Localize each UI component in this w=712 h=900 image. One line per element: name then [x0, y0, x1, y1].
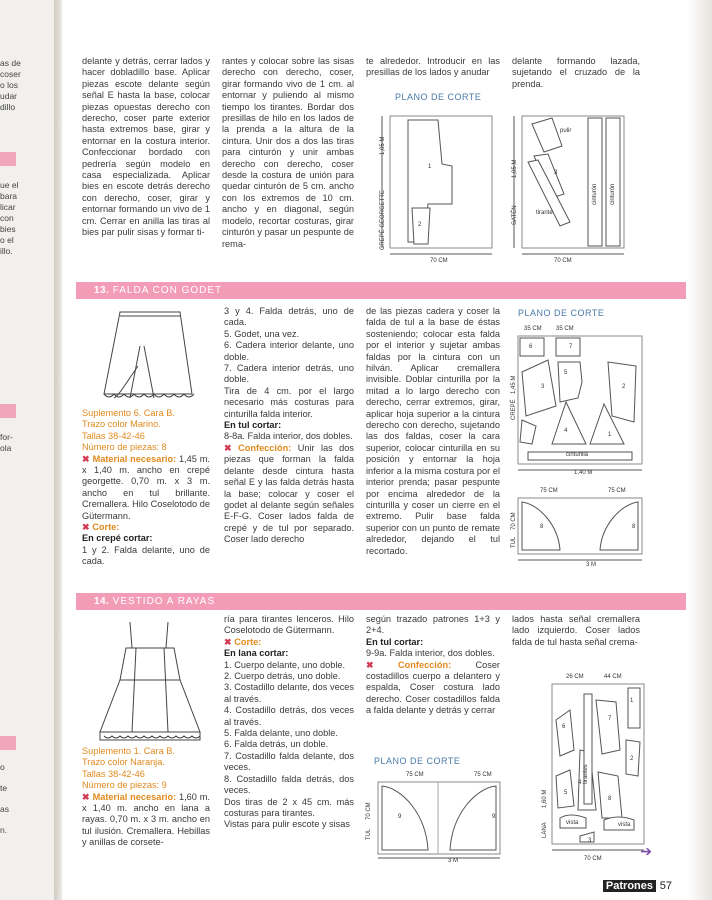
piece-number: 7 — [569, 344, 573, 350]
piece-number: 3 — [588, 838, 592, 844]
width-label: 26 CM — [566, 674, 584, 680]
piece-number: 9 — [398, 814, 402, 820]
piece-number: 4 — [564, 428, 568, 434]
sec13-column-2: 3 y 4. Falda detrás, uno de cada. 5. Godet, una vez. 6. Cadera interior delante, uno doble. 7. Cadera interior detrás, uno doble. Tira de 4 cm. por el largo necesario más costuras para cinturilla falda interior. En tul cortar: 8-8a. Falda interior, dos dobles. ✖ Confección: Unir las dos piezas que forman la falda delante desde cintura hasta señal E y las falda detrás hasta la base; colocar y coser el godet al delante según señales E-F-G. Coser lados falda de crepé y de tul por separado. Coser lado derecho — [224, 306, 354, 545]
width-label: 70 CM — [584, 856, 602, 862]
width-label: 70 CM — [430, 258, 448, 264]
height-label: 1,60 M — [542, 789, 548, 808]
width-label: 35 CM — [556, 326, 574, 332]
pink-marker — [0, 736, 16, 750]
pink-marker — [0, 404, 16, 418]
height-label: 1,45 M — [511, 375, 517, 394]
piece-number: 2 — [622, 384, 626, 390]
width-label: 75 CM — [474, 772, 492, 778]
brand-logo: Patrones — [603, 880, 656, 892]
fabric-label: CREPÉ GEORGETTE — [380, 189, 386, 250]
previous-page-text-bottom: o te as n. — [0, 762, 9, 835]
top-text-column-1: delante y detrás, cerrar lados y hacer dobladillo base. Aplicar piezas escote delante según señal E hasta la base, colocar piezas opuestas derecho con derecho, coser parte exterior hasta extremos base, girar y entornar en la costura interior. Confeccionar bordado con pedrería según modelo en casa especializada. Aplicar bies en escote detrás derecho con derecho, coser, girar y entornar formando un vivo de 1 cm. Cerrar en anilla las tiras al bies par pulir sisas y formar ti- — [82, 56, 210, 238]
fabric-label: SATÉN — [512, 205, 518, 225]
page-number: 57 — [659, 880, 672, 892]
skirt-illustration — [84, 306, 212, 406]
cutting-plan-georgette — [378, 104, 498, 264]
previous-page-text-low: for- ola — [0, 432, 13, 453]
piece-number: 5 — [564, 790, 568, 796]
dress-illustration — [84, 614, 212, 746]
piece-number: 8 — [608, 796, 612, 802]
width-label: 75 CM — [540, 488, 558, 494]
fabric-label: CREPÉ — [511, 399, 517, 420]
height-label: 70 CM — [511, 512, 517, 530]
previous-page-text-top: as de coser o los udar dillo — [0, 58, 21, 112]
width-label: 35 CM — [524, 326, 542, 332]
section-header-14: 14. VESTIDO A RAYAS — [76, 593, 686, 610]
width-label: 44 CM — [604, 674, 622, 680]
top-text-column-2: rantes y colocar sobre las sisas derecho con derecho, coser, girar formando vivo de 1 cm. al entornar y puliendo al mismo tiempo los tirantes. Bordar dos presillas de hilo en los lados de la prenda a la altura de la cintura. Unir dos a dos las tiras para cinturón y unir ambas derecho con derecho, coser desde la costura de unión para quedar cinturón de 5 cm. ancho con los extremos de 10 cm. ancho y en diagonal, según modelo, recortar costuras, girar cinturón y pasar un pespunte de rema- — [222, 56, 354, 249]
piece-number: 2 — [418, 222, 422, 228]
piece-number: 8 — [540, 524, 544, 530]
sec13-specs: Suplemento 6. Cara B. Trazo color Marino. Tallas 38-42-46 Número de piezas: 8 ✖ Material necesario: 1,45 m. x 1,40 m. ancho en crepé georgette. 0,70 m. x 3 m. ancho en tul brillante. Cremallera. Hilo Coselotodo de Gütermann. ✖ Corte: En crepé cortar: 1 y 2. Falda delante, uno de cada. — [82, 408, 210, 567]
vista-label: vista — [618, 822, 631, 828]
cutting-plan-tul-14 — [366, 778, 506, 860]
sec14-specs: Suplemento 1. Cara B. Trazo color Naranja. Tallas 38-42-46 Número de piezas: 9 ✖ Material necesario: 1,60 m. x 1,40 m. ancho en lana a rayas. 0,70 m. x 3 m. ancho en tul ilusión. Cremallera. Hebillas y anillas de corsete- — [82, 746, 210, 848]
width-label: 3 M — [448, 858, 459, 864]
piece-number: 1 — [608, 432, 612, 438]
height-label: 70 CM — [366, 802, 372, 820]
piece-number: 8 — [632, 524, 636, 530]
width-label: 75 CM — [608, 488, 626, 494]
sec13-column-3: de las piezas cadera y coser la falda de tul a la base de éstas sosteniendo; colocar esta falda por el interior y sujetar ambas faldas por la cintura con un hilván. Aplicar cremallera invisible. Doblar cinturilla por la mitad a lo largo derecho con derecho, cerrar extremos, girar, aplicar hoja superior a la cintura derecho con derecho, sujetando las dos faldas, coser la cara superior, colocar cinturilla en su posición y entornar la hoja inferior a la misma costura por el interior prenda; pasar pespunte por encima alrededor de la cinturilla y coser un cierre en el extremo. Pulir base falda superior con un punto de remate alrededor, dejando el tul recortado. — [366, 306, 500, 556]
piece-number: 1 — [630, 698, 634, 704]
cinturilla-label: cinturilla — [566, 452, 589, 458]
vista-label: vista — [566, 820, 579, 826]
top-text-column-3: te alrededor. Introducir en las presillas de los lados y anudar — [366, 56, 500, 78]
section-header-13: 13. FALDA CON GODET — [76, 282, 686, 299]
piece-number: 2 — [630, 756, 634, 762]
cutting-plan-crepe — [508, 332, 648, 472]
cutting-plan-title: PLANO DE CORTE — [518, 308, 605, 318]
next-page-edge — [688, 0, 712, 900]
piece-number: 9 — [492, 814, 496, 820]
fabric-label: TUL — [366, 828, 372, 840]
cutting-plan-lana — [540, 680, 650, 860]
pink-marker — [0, 152, 16, 166]
piece-label: cinturón — [610, 183, 616, 205]
piece-number: 7 — [608, 716, 612, 722]
piece-number: 5 — [564, 370, 568, 376]
sec14-column-4: lados hasta señal cremallera lado izquierdo. Coser lados falda de tul hasta señal crema- — [512, 614, 640, 647]
top-text-column-4: delante formando lazada, sujetando el cruzado de la prenda. — [512, 56, 640, 89]
piece-number: 3 — [541, 384, 545, 390]
continue-arrow-icon: ➔ — [640, 843, 652, 859]
previous-page-text-mid: ue el bara licar con bies o el illo. — [0, 180, 19, 256]
width-label: 1,40 M — [574, 470, 593, 476]
sec14-column-3: según trazado patrones 1+3 y 2+4. En tul cortar: 9-9a. Falda interior, dos dobles. ✖ Confección: Coser costadillos cuerpo a delantero y espalda, Coser costura lado derecho. Coser costadillos falda a falda delante y detrás y cerrar — [366, 614, 500, 716]
piece-label: pulir — [560, 128, 572, 134]
width-label: 75 CM — [406, 772, 424, 778]
piece-number: 1 — [428, 164, 432, 170]
height-label: 1,05 M — [380, 136, 386, 155]
tirantes-label: tirantes — [583, 764, 589, 784]
fabric-label: TUL — [511, 536, 517, 548]
cutting-plan-title: PLANO DE CORTE — [395, 92, 482, 102]
piece-number: 3 — [554, 170, 558, 176]
piece-number: 6 — [529, 344, 533, 350]
piece-label: cinturón — [592, 183, 598, 205]
width-label: 3 M — [586, 562, 597, 568]
width-label: 70 CM — [554, 258, 572, 264]
cutting-plan-tul-13 — [508, 494, 648, 566]
cutting-plan-title: PLANO DE CORTE — [374, 756, 461, 766]
fabric-label: LANA — [542, 822, 548, 838]
piece-number: 4 — [578, 780, 582, 786]
piece-label: tirante — [536, 210, 553, 216]
sec14-column-2: ría para tirantes lenceros. Hilo Coselotodo de Gütermann. ✖ Corte: En lana cortar: 1. Cuerpo delante, uno doble. 2. Cuerpo detrás, uno doble. 3. Costadillo delante, dos veces al través. 4. Costadillo detrás, dos veces al través. 5. Falda delante, uno doble. 6. Falda detrás, un doble. 7. Costadillo falda delante, dos veces. 8. Costadillo falda detrás, dos veces. Dos tiras de 2 x 45 cm. más costuras para tirantes. Vistas para pulir escote y sisas — [224, 614, 354, 830]
height-label: 1,05 M — [512, 159, 518, 178]
piece-number: 6 — [562, 724, 566, 730]
